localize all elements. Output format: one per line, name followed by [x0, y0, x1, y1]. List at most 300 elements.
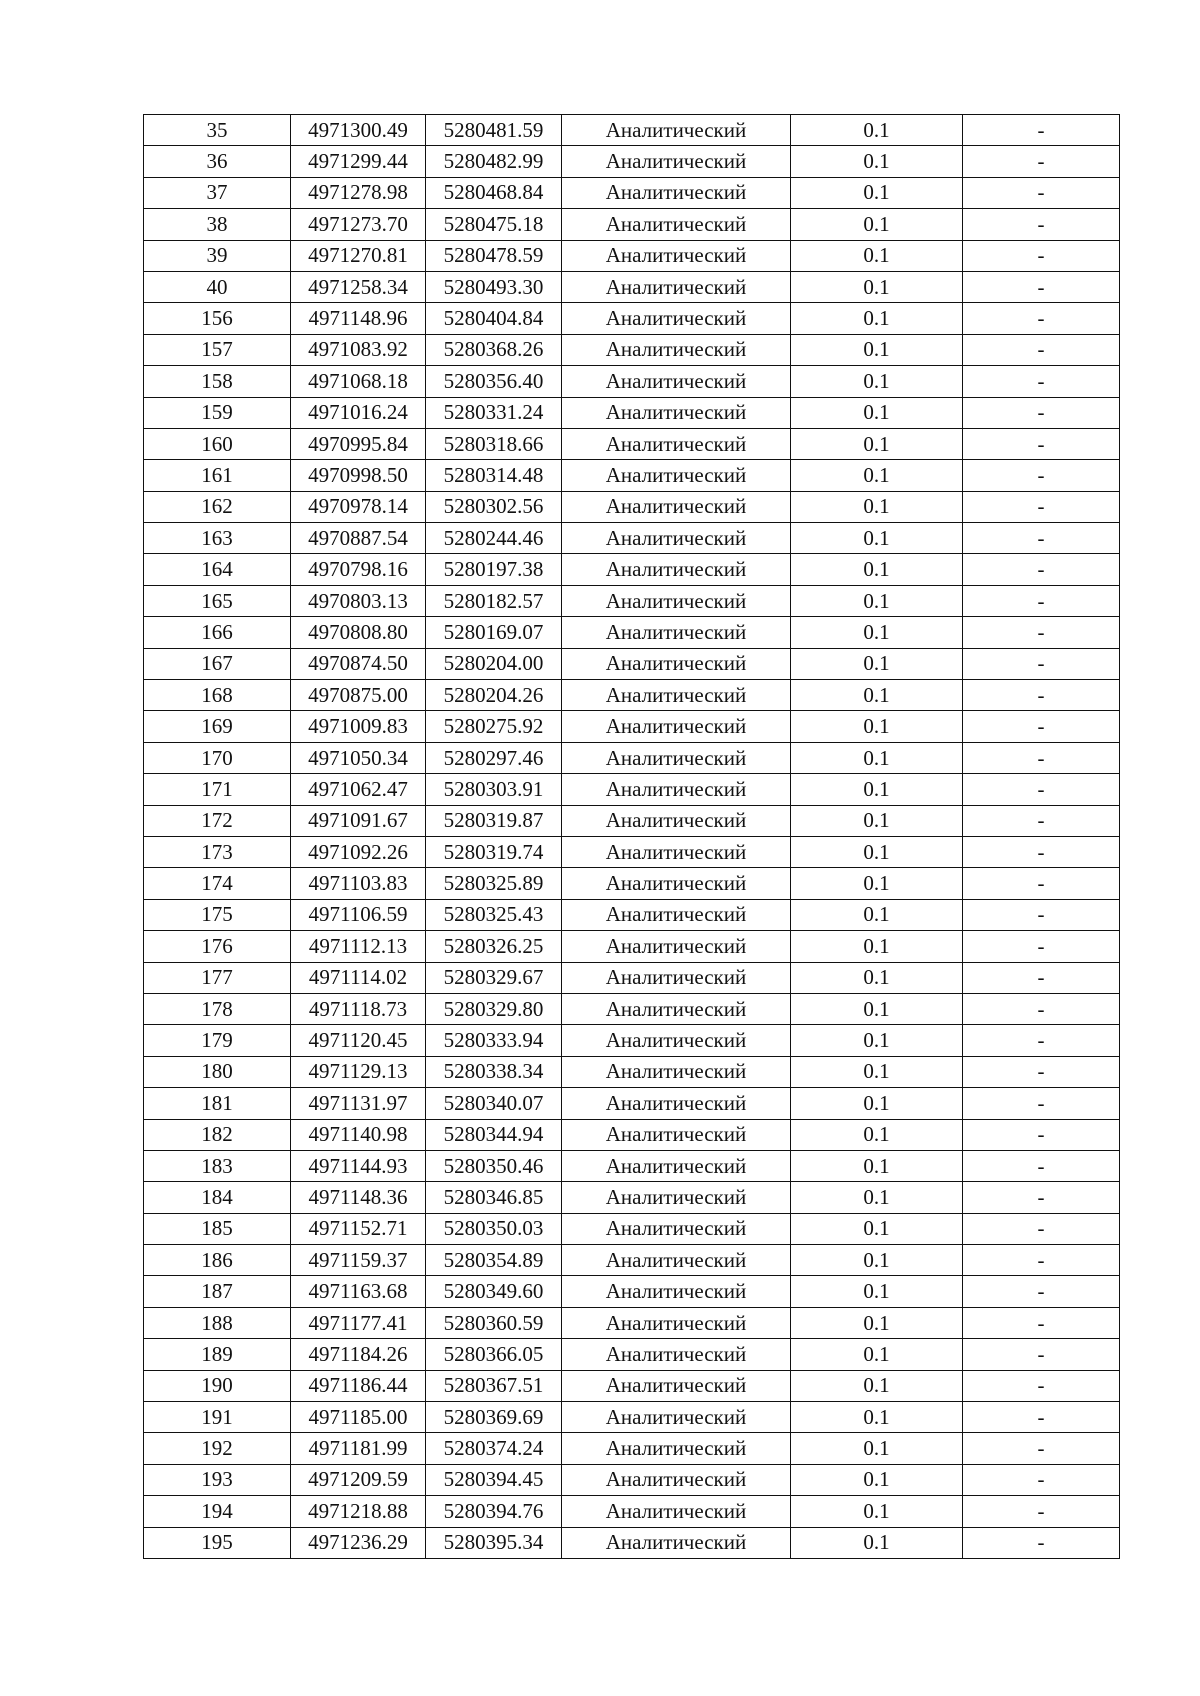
- accuracy-cell: 0.1: [791, 1025, 963, 1056]
- method-cell: Аналитический: [562, 774, 791, 805]
- point-number-cell: 185: [144, 1213, 291, 1244]
- point-number-cell: 180: [144, 1056, 291, 1087]
- table-row: [144, 397, 1120, 428]
- note-cell: -: [963, 1276, 1120, 1307]
- x-coordinate-cell: 4970808.80: [291, 617, 426, 648]
- note-cell: -: [963, 1119, 1120, 1150]
- x-coordinate-cell: 4971148.36: [291, 1182, 426, 1213]
- method-cell: Аналитический: [562, 1402, 791, 1433]
- point-number-cell: 164: [144, 554, 291, 585]
- note-cell: -: [963, 1182, 1120, 1213]
- x-coordinate-cell: 4971129.13: [291, 1056, 426, 1087]
- note-cell: -: [963, 899, 1120, 930]
- method-cell: Аналитический: [562, 428, 791, 459]
- x-coordinate-cell: 4971114.02: [291, 962, 426, 993]
- x-coordinate-cell: 4971181.99: [291, 1433, 426, 1464]
- note-cell: -: [963, 1150, 1120, 1181]
- note-cell: -: [963, 428, 1120, 459]
- note-cell: -: [963, 397, 1120, 428]
- point-number-cell: 189: [144, 1339, 291, 1370]
- accuracy-cell: 0.1: [791, 397, 963, 428]
- point-number-cell: 171: [144, 774, 291, 805]
- y-coordinate-cell: 5280182.57: [426, 585, 562, 616]
- note-cell: -: [963, 680, 1120, 711]
- table-row: [144, 334, 1120, 365]
- y-coordinate-cell: 5280314.48: [426, 460, 562, 491]
- y-coordinate-cell: 5280478.59: [426, 240, 562, 271]
- point-number-cell: 177: [144, 962, 291, 993]
- note-cell: -: [963, 1527, 1120, 1558]
- table-row: [144, 1464, 1120, 1495]
- y-coordinate-cell: 5280468.84: [426, 177, 562, 208]
- x-coordinate-cell: 4970875.00: [291, 680, 426, 711]
- point-number-cell: 190: [144, 1370, 291, 1401]
- x-coordinate-cell: 4971091.67: [291, 805, 426, 836]
- table-row: [144, 680, 1120, 711]
- x-coordinate-cell: 4971148.96: [291, 303, 426, 334]
- point-number-cell: 172: [144, 805, 291, 836]
- method-cell: Аналитический: [562, 115, 791, 146]
- accuracy-cell: 0.1: [791, 1056, 963, 1087]
- x-coordinate-cell: 4971236.29: [291, 1527, 426, 1558]
- method-cell: Аналитический: [562, 1464, 791, 1495]
- note-cell: -: [963, 805, 1120, 836]
- method-cell: Аналитический: [562, 993, 791, 1024]
- x-coordinate-cell: 4971112.13: [291, 931, 426, 962]
- table-row: [144, 993, 1120, 1024]
- table-row: [144, 1276, 1120, 1307]
- note-cell: -: [963, 1245, 1120, 1276]
- x-coordinate-cell: 4970887.54: [291, 523, 426, 554]
- method-cell: Аналитический: [562, 334, 791, 365]
- note-cell: -: [963, 962, 1120, 993]
- note-cell: -: [963, 836, 1120, 867]
- point-number-cell: 166: [144, 617, 291, 648]
- table-row: [144, 1527, 1120, 1558]
- table-row: [144, 899, 1120, 930]
- x-coordinate-cell: 4971068.18: [291, 366, 426, 397]
- point-number-cell: 157: [144, 334, 291, 365]
- point-number-cell: 179: [144, 1025, 291, 1056]
- point-number-cell: 168: [144, 680, 291, 711]
- method-cell: Аналитический: [562, 805, 791, 836]
- method-cell: Аналитический: [562, 931, 791, 962]
- point-number-cell: 38: [144, 209, 291, 240]
- table-row: [144, 617, 1120, 648]
- note-cell: -: [963, 209, 1120, 240]
- method-cell: Аналитический: [562, 648, 791, 679]
- note-cell: -: [963, 1370, 1120, 1401]
- note-cell: -: [963, 585, 1120, 616]
- y-coordinate-cell: 5280482.99: [426, 146, 562, 177]
- x-coordinate-cell: 4971092.26: [291, 836, 426, 867]
- y-coordinate-cell: 5280360.59: [426, 1307, 562, 1338]
- method-cell: Аналитический: [562, 1182, 791, 1213]
- method-cell: Аналитический: [562, 1276, 791, 1307]
- table-row: [144, 962, 1120, 993]
- y-coordinate-cell: 5280244.46: [426, 523, 562, 554]
- accuracy-cell: 0.1: [791, 366, 963, 397]
- y-coordinate-cell: 5280302.56: [426, 491, 562, 522]
- table-row: [144, 774, 1120, 805]
- y-coordinate-cell: 5280204.26: [426, 680, 562, 711]
- point-number-cell: 173: [144, 836, 291, 867]
- x-coordinate-cell: 4971278.98: [291, 177, 426, 208]
- coordinates-table: [143, 114, 1120, 1559]
- note-cell: -: [963, 711, 1120, 742]
- note-cell: -: [963, 1307, 1120, 1338]
- y-coordinate-cell: 5280169.07: [426, 617, 562, 648]
- table-row: [144, 115, 1120, 146]
- note-cell: -: [963, 774, 1120, 805]
- y-coordinate-cell: 5280394.45: [426, 1464, 562, 1495]
- method-cell: Аналитический: [562, 1527, 791, 1558]
- x-coordinate-cell: 4970998.50: [291, 460, 426, 491]
- x-coordinate-cell: 4971177.41: [291, 1307, 426, 1338]
- note-cell: -: [963, 617, 1120, 648]
- accuracy-cell: 0.1: [791, 836, 963, 867]
- y-coordinate-cell: 5280395.34: [426, 1527, 562, 1558]
- note-cell: -: [963, 240, 1120, 271]
- method-cell: Аналитический: [562, 1245, 791, 1276]
- x-coordinate-cell: 4970798.16: [291, 554, 426, 585]
- method-cell: Аналитический: [562, 271, 791, 302]
- method-cell: Аналитический: [562, 240, 791, 271]
- accuracy-cell: 0.1: [791, 1433, 963, 1464]
- method-cell: Аналитический: [562, 177, 791, 208]
- x-coordinate-cell: 4971106.59: [291, 899, 426, 930]
- accuracy-cell: 0.1: [791, 1276, 963, 1307]
- y-coordinate-cell: 5280356.40: [426, 366, 562, 397]
- accuracy-cell: 0.1: [791, 1370, 963, 1401]
- point-number-cell: 165: [144, 585, 291, 616]
- point-number-cell: 160: [144, 428, 291, 459]
- method-cell: Аналитический: [562, 711, 791, 742]
- accuracy-cell: 0.1: [791, 648, 963, 679]
- y-coordinate-cell: 5280340.07: [426, 1088, 562, 1119]
- x-coordinate-cell: 4971185.00: [291, 1402, 426, 1433]
- point-number-cell: 181: [144, 1088, 291, 1119]
- method-cell: Аналитический: [562, 209, 791, 240]
- accuracy-cell: 0.1: [791, 962, 963, 993]
- x-coordinate-cell: 4971186.44: [291, 1370, 426, 1401]
- y-coordinate-cell: 5280197.38: [426, 554, 562, 585]
- y-coordinate-cell: 5280481.59: [426, 115, 562, 146]
- x-coordinate-cell: 4971159.37: [291, 1245, 426, 1276]
- y-coordinate-cell: 5280350.46: [426, 1150, 562, 1181]
- method-cell: Аналитический: [562, 680, 791, 711]
- accuracy-cell: 0.1: [791, 742, 963, 773]
- y-coordinate-cell: 5280338.34: [426, 1056, 562, 1087]
- accuracy-cell: 0.1: [791, 491, 963, 522]
- x-coordinate-cell: 4970978.14: [291, 491, 426, 522]
- x-coordinate-cell: 4970803.13: [291, 585, 426, 616]
- y-coordinate-cell: 5280319.87: [426, 805, 562, 836]
- method-cell: Аналитический: [562, 303, 791, 334]
- table-row: [144, 1307, 1120, 1338]
- point-number-cell: 163: [144, 523, 291, 554]
- method-cell: Аналитический: [562, 554, 791, 585]
- note-cell: -: [963, 1088, 1120, 1119]
- y-coordinate-cell: 5280368.26: [426, 334, 562, 365]
- method-cell: Аналитический: [562, 617, 791, 648]
- accuracy-cell: 0.1: [791, 523, 963, 554]
- table-row: [144, 209, 1120, 240]
- note-cell: -: [963, 868, 1120, 899]
- accuracy-cell: 0.1: [791, 303, 963, 334]
- x-coordinate-cell: 4971016.24: [291, 397, 426, 428]
- point-number-cell: 178: [144, 993, 291, 1024]
- accuracy-cell: 0.1: [791, 617, 963, 648]
- x-coordinate-cell: 4970995.84: [291, 428, 426, 459]
- x-coordinate-cell: 4971299.44: [291, 146, 426, 177]
- method-cell: Аналитический: [562, 899, 791, 930]
- accuracy-cell: 0.1: [791, 711, 963, 742]
- point-number-cell: 195: [144, 1527, 291, 1558]
- point-number-cell: 191: [144, 1402, 291, 1433]
- point-number-cell: 39: [144, 240, 291, 271]
- table-row: [144, 1213, 1120, 1244]
- accuracy-cell: 0.1: [791, 1119, 963, 1150]
- method-cell: Аналитический: [562, 523, 791, 554]
- table-row: [144, 1433, 1120, 1464]
- accuracy-cell: 0.1: [791, 993, 963, 1024]
- table-row: [144, 1088, 1120, 1119]
- x-coordinate-cell: 4971152.71: [291, 1213, 426, 1244]
- accuracy-cell: 0.1: [791, 805, 963, 836]
- method-cell: Аналитический: [562, 962, 791, 993]
- table-row: [144, 836, 1120, 867]
- table-row: [144, 366, 1120, 397]
- accuracy-cell: 0.1: [791, 554, 963, 585]
- point-number-cell: 193: [144, 1464, 291, 1495]
- x-coordinate-cell: 4971218.88: [291, 1496, 426, 1527]
- table-row: [144, 868, 1120, 899]
- method-cell: Аналитический: [562, 1339, 791, 1370]
- y-coordinate-cell: 5280325.43: [426, 899, 562, 930]
- table-row: [144, 554, 1120, 585]
- note-cell: -: [963, 1025, 1120, 1056]
- accuracy-cell: 0.1: [791, 680, 963, 711]
- accuracy-cell: 0.1: [791, 1402, 963, 1433]
- note-cell: -: [963, 1433, 1120, 1464]
- y-coordinate-cell: 5280354.89: [426, 1245, 562, 1276]
- table-row: [144, 460, 1120, 491]
- x-coordinate-cell: 4971184.26: [291, 1339, 426, 1370]
- point-number-cell: 192: [144, 1433, 291, 1464]
- x-coordinate-cell: 4970874.50: [291, 648, 426, 679]
- y-coordinate-cell: 5280394.76: [426, 1496, 562, 1527]
- accuracy-cell: 0.1: [791, 1496, 963, 1527]
- x-coordinate-cell: 4971009.83: [291, 711, 426, 742]
- point-number-cell: 183: [144, 1150, 291, 1181]
- table-row: [144, 648, 1120, 679]
- note-cell: -: [963, 523, 1120, 554]
- x-coordinate-cell: 4971300.49: [291, 115, 426, 146]
- note-cell: -: [963, 1464, 1120, 1495]
- y-coordinate-cell: 5280333.94: [426, 1025, 562, 1056]
- note-cell: -: [963, 146, 1120, 177]
- table-row: [144, 805, 1120, 836]
- point-number-cell: 170: [144, 742, 291, 773]
- accuracy-cell: 0.1: [791, 1150, 963, 1181]
- method-cell: Аналитический: [562, 146, 791, 177]
- accuracy-cell: 0.1: [791, 899, 963, 930]
- table-row: [144, 742, 1120, 773]
- accuracy-cell: 0.1: [791, 1182, 963, 1213]
- note-cell: -: [963, 366, 1120, 397]
- x-coordinate-cell: 4971103.83: [291, 868, 426, 899]
- point-number-cell: 35: [144, 115, 291, 146]
- accuracy-cell: 0.1: [791, 1088, 963, 1119]
- y-coordinate-cell: 5280493.30: [426, 271, 562, 302]
- y-coordinate-cell: 5280374.24: [426, 1433, 562, 1464]
- y-coordinate-cell: 5280325.89: [426, 868, 562, 899]
- x-coordinate-cell: 4971258.34: [291, 271, 426, 302]
- x-coordinate-cell: 4971144.93: [291, 1150, 426, 1181]
- x-coordinate-cell: 4971140.98: [291, 1119, 426, 1150]
- x-coordinate-cell: 4971209.59: [291, 1464, 426, 1495]
- y-coordinate-cell: 5280346.85: [426, 1182, 562, 1213]
- table-row: [144, 1339, 1120, 1370]
- y-coordinate-cell: 5280475.18: [426, 209, 562, 240]
- note-cell: -: [963, 334, 1120, 365]
- method-cell: Аналитический: [562, 397, 791, 428]
- note-cell: -: [963, 742, 1120, 773]
- table-row: [144, 585, 1120, 616]
- table-row: [144, 1245, 1120, 1276]
- accuracy-cell: 0.1: [791, 460, 963, 491]
- note-cell: -: [963, 1402, 1120, 1433]
- table-row: [144, 1370, 1120, 1401]
- note-cell: -: [963, 1056, 1120, 1087]
- y-coordinate-cell: 5280349.60: [426, 1276, 562, 1307]
- table-row: [144, 271, 1120, 302]
- point-number-cell: 40: [144, 271, 291, 302]
- table-row: [144, 491, 1120, 522]
- y-coordinate-cell: 5280366.05: [426, 1339, 562, 1370]
- x-coordinate-cell: 4971273.70: [291, 209, 426, 240]
- point-number-cell: 194: [144, 1496, 291, 1527]
- accuracy-cell: 0.1: [791, 1245, 963, 1276]
- y-coordinate-cell: 5280303.91: [426, 774, 562, 805]
- x-coordinate-cell: 4971270.81: [291, 240, 426, 271]
- note-cell: -: [963, 460, 1120, 491]
- y-coordinate-cell: 5280350.03: [426, 1213, 562, 1244]
- table-row: [144, 1496, 1120, 1527]
- x-coordinate-cell: 4971118.73: [291, 993, 426, 1024]
- point-number-cell: 159: [144, 397, 291, 428]
- method-cell: Аналитический: [562, 742, 791, 773]
- x-coordinate-cell: 4971083.92: [291, 334, 426, 365]
- method-cell: Аналитический: [562, 1088, 791, 1119]
- y-coordinate-cell: 5280369.69: [426, 1402, 562, 1433]
- accuracy-cell: 0.1: [791, 1213, 963, 1244]
- point-number-cell: 158: [144, 366, 291, 397]
- accuracy-cell: 0.1: [791, 115, 963, 146]
- table-row: [144, 1402, 1120, 1433]
- x-coordinate-cell: 4971163.68: [291, 1276, 426, 1307]
- y-coordinate-cell: 5280204.00: [426, 648, 562, 679]
- y-coordinate-cell: 5280275.92: [426, 711, 562, 742]
- y-coordinate-cell: 5280331.24: [426, 397, 562, 428]
- method-cell: Аналитический: [562, 868, 791, 899]
- table-row: [144, 428, 1120, 459]
- accuracy-cell: 0.1: [791, 177, 963, 208]
- accuracy-cell: 0.1: [791, 146, 963, 177]
- method-cell: Аналитический: [562, 1119, 791, 1150]
- method-cell: Аналитический: [562, 836, 791, 867]
- note-cell: -: [963, 271, 1120, 302]
- point-number-cell: 188: [144, 1307, 291, 1338]
- x-coordinate-cell: 4971120.45: [291, 1025, 426, 1056]
- accuracy-cell: 0.1: [791, 334, 963, 365]
- y-coordinate-cell: 5280404.84: [426, 303, 562, 334]
- table-row: [144, 1150, 1120, 1181]
- point-number-cell: 186: [144, 1245, 291, 1276]
- method-cell: Аналитический: [562, 460, 791, 491]
- method-cell: Аналитический: [562, 1433, 791, 1464]
- note-cell: -: [963, 177, 1120, 208]
- point-number-cell: 169: [144, 711, 291, 742]
- table-row: [144, 1119, 1120, 1150]
- method-cell: Аналитический: [562, 1150, 791, 1181]
- note-cell: -: [963, 1339, 1120, 1370]
- point-number-cell: 156: [144, 303, 291, 334]
- method-cell: Аналитический: [562, 1496, 791, 1527]
- accuracy-cell: 0.1: [791, 209, 963, 240]
- note-cell: -: [963, 993, 1120, 1024]
- point-number-cell: 176: [144, 931, 291, 962]
- table-row: [144, 931, 1120, 962]
- point-number-cell: 161: [144, 460, 291, 491]
- note-cell: -: [963, 1496, 1120, 1527]
- y-coordinate-cell: 5280329.67: [426, 962, 562, 993]
- note-cell: -: [963, 491, 1120, 522]
- table-row: [144, 1182, 1120, 1213]
- y-coordinate-cell: 5280297.46: [426, 742, 562, 773]
- y-coordinate-cell: 5280319.74: [426, 836, 562, 867]
- note-cell: -: [963, 303, 1120, 334]
- x-coordinate-cell: 4971131.97: [291, 1088, 426, 1119]
- accuracy-cell: 0.1: [791, 774, 963, 805]
- method-cell: Аналитический: [562, 491, 791, 522]
- table-row: [144, 177, 1120, 208]
- table-row: [144, 1025, 1120, 1056]
- x-coordinate-cell: 4971062.47: [291, 774, 426, 805]
- table-row: [144, 303, 1120, 334]
- point-number-cell: 162: [144, 491, 291, 522]
- table-row: [144, 1056, 1120, 1087]
- point-number-cell: 175: [144, 899, 291, 930]
- note-cell: -: [963, 554, 1120, 585]
- method-cell: Аналитический: [562, 1370, 791, 1401]
- point-number-cell: 36: [144, 146, 291, 177]
- y-coordinate-cell: 5280318.66: [426, 428, 562, 459]
- method-cell: Аналитический: [562, 585, 791, 616]
- y-coordinate-cell: 5280367.51: [426, 1370, 562, 1401]
- note-cell: -: [963, 1213, 1120, 1244]
- accuracy-cell: 0.1: [791, 1464, 963, 1495]
- table-row: [144, 240, 1120, 271]
- accuracy-cell: 0.1: [791, 585, 963, 616]
- note-cell: -: [963, 115, 1120, 146]
- accuracy-cell: 0.1: [791, 868, 963, 899]
- table-row: [144, 523, 1120, 554]
- method-cell: Аналитический: [562, 366, 791, 397]
- accuracy-cell: 0.1: [791, 1307, 963, 1338]
- point-number-cell: 167: [144, 648, 291, 679]
